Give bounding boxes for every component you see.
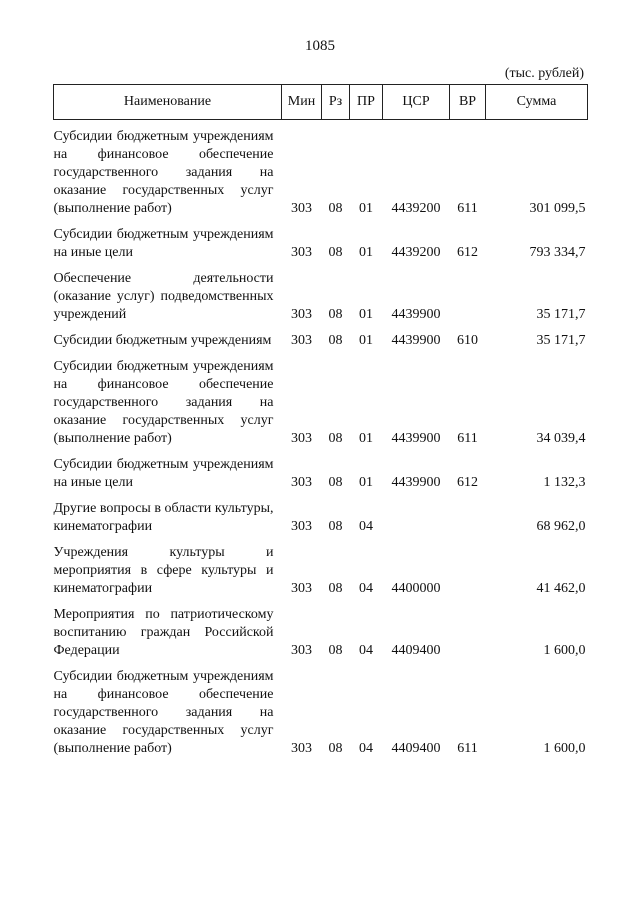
cell-pr: 01 [359,475,373,490]
cell-sum: 34 039,4 [536,431,586,446]
cell-min: 303 [291,519,312,534]
cell-csr: 4409400 [391,741,441,756]
cell-sum: 301 099,5 [529,201,586,216]
header-min: Мин [282,85,322,120]
cell-name: Субсидии бюджетным учреждениям на финансовое обеспечение государственного задания на оказание государственных услуг (выполнение работ) [53,129,274,216]
cell-name: Другие вопросы в области культуры, кинематографии [53,501,274,534]
cell-csr: 4439900 [391,431,441,446]
cell-rz: 08 [328,201,343,216]
header-vr: ВР [450,85,486,120]
cell-min: 303 [291,475,312,490]
cell-pr: 01 [359,431,373,446]
cell-name: Субсидии бюджетным учреждениям на финансовое обеспечение государственного задания на оказание государственных услуг (выполнение работ) [53,359,274,446]
cell-vr: 611 [457,431,478,446]
table-row [54,120,588,219]
cell-name: Субсидии бюджетным учреждениям на иные цели [53,457,274,490]
cell-name: Учреждения культуры и мероприятия в сфере культуры и кинематографии [53,545,274,596]
table-row [54,448,588,492]
cell-csr: 4409400 [391,643,441,658]
table-row [54,262,588,324]
cell-min: 303 [291,643,312,658]
cell-pr: 01 [359,333,373,348]
table-row [54,324,588,350]
table-row [54,598,588,660]
cell-vr: 612 [457,475,478,490]
cell-min: 303 [291,581,312,596]
cell-pr: 04 [359,741,373,756]
cell-sum: 793 334,7 [529,245,586,260]
header-pr: ПР [350,85,383,120]
cell-vr [450,262,486,324]
cell-name: Субсидии бюджетным учреждениям на иные цели [53,227,274,260]
header-name: Наименование [54,85,282,120]
cell-csr [383,492,450,536]
cell-pr: 04 [359,519,373,534]
header-csr: ЦСР [383,85,450,120]
cell-min: 303 [291,245,312,260]
cell-csr: 4439900 [391,333,441,348]
cell-rz: 08 [328,519,343,534]
cell-rz: 08 [328,245,343,260]
cell-vr: 612 [457,245,478,260]
units-label: (тыс. рублей) [504,66,584,81]
budget-table [53,84,588,758]
cell-sum: 35 171,7 [536,307,586,322]
cell-sum: 68 962,0 [536,519,586,534]
cell-rz: 08 [328,475,343,490]
cell-rz: 08 [328,741,343,756]
cell-name: Субсидии бюджетным учреждениям на финансовое обеспечение государственного задания на оказание государственных услуг (выполнение работ) [53,669,274,756]
cell-csr: 4400000 [391,581,441,596]
cell-pr: 01 [359,201,373,216]
cell-vr: 611 [457,201,478,216]
table-row [54,350,588,448]
cell-pr: 04 [359,581,373,596]
cell-csr: 4439200 [391,201,441,216]
cell-sum: 1 600,0 [543,643,586,658]
cell-name: Субсидии бюджетным учреждениям [53,333,272,348]
cell-rz: 08 [328,431,343,446]
table-body [54,120,588,759]
page-number: 1085 [305,38,335,54]
cell-sum: 1 132,3 [543,475,586,490]
table-row [54,536,588,598]
cell-pr: 01 [359,307,373,322]
cell-min: 303 [291,431,312,446]
cell-name: Мероприятия по патриотическому воспитанию граждан Российской Федерации [53,607,274,658]
table-row [54,660,588,758]
cell-pr: 04 [359,643,373,658]
cell-csr: 4439200 [391,245,441,260]
cell-min: 303 [291,741,312,756]
cell-rz: 08 [328,333,343,348]
cell-rz: 08 [328,581,343,596]
cell-vr: 610 [457,333,478,348]
cell-sum: 35 171,7 [536,333,586,348]
cell-vr [450,598,486,660]
cell-rz: 08 [328,643,343,658]
cell-pr: 01 [359,245,373,260]
table-row [54,218,588,262]
cell-rz: 08 [328,307,343,322]
table-header-row [54,85,588,120]
header-rz: Рз [322,85,350,120]
cell-csr: 4439900 [391,475,441,490]
cell-vr [450,536,486,598]
cell-min: 303 [291,201,312,216]
cell-vr: 611 [457,741,478,756]
cell-sum: 1 600,0 [543,741,586,756]
cell-min: 303 [291,307,312,322]
header-sum: Сумма [486,85,588,120]
cell-name: Обеспечение деятельности (оказание услуг) подведомственных учреждений [53,271,274,322]
cell-vr [450,492,486,536]
cell-csr: 4439900 [391,307,441,322]
cell-min: 303 [291,333,312,348]
cell-sum: 41 462,0 [536,581,586,596]
table-row [54,492,588,536]
